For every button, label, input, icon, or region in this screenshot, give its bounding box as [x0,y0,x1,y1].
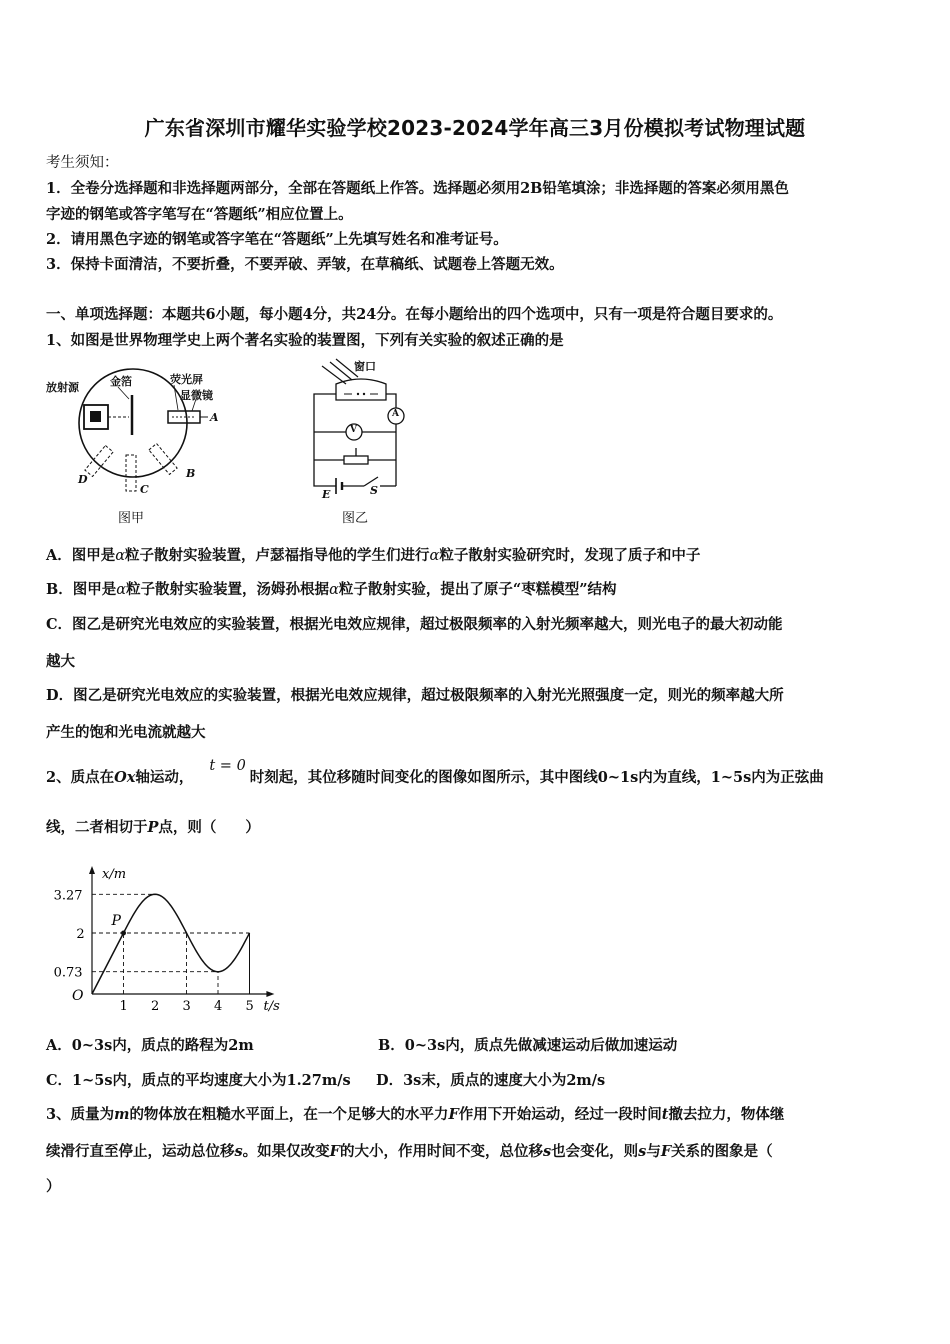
t-equals-zero: t = 0 [209,758,246,774]
q3-line1: 3、质量为m的物体放在粗糙水平面上，在一个足够大的水平力F作用下开始运动，经过一段时间t撤去拉力，物体继 [46,1106,785,1123]
y-tick-label-2: 2 [76,927,85,942]
source-core [90,411,101,422]
xt-chart-svg [46,843,296,1013]
label-foil: 金箔 [110,375,132,388]
xt-chart [46,843,296,1013]
point-p [121,931,126,936]
page-title: 广东省深圳市耀华实验学校2023-2024学年高三3月份模拟考试物理试题 [144,116,806,140]
q2-option-c: C．1~5s内，质点的平均速度大小为1.27m/s [46,1072,351,1089]
x-tick-label-2: 2 [151,999,160,1013]
notice-item-1-cont: 字迹的钢笔或答字笔写在“答题纸”相应位置上。 [46,206,353,223]
label-ammeter: A [392,409,399,419]
y-axis-label: x/m [102,867,127,882]
notice-item-1: 1．全卷分选择题和非选择题两部分，全部在答题纸上作答。选择题必须用2B铅笔填涂；非选择题的答案必须用黑色 [46,180,789,197]
q1-stem: 1、如图是世界物理学史上两个著名实验的装置图，下列有关实验的叙述正确的是 [46,332,564,349]
q1-option-c-line1: C．图乙是研究光电效应的实验装置，根据光电效应规律，超过极限频率的入射光频率越大，则光电子的最大初动能 [46,616,783,633]
q2-option-a: A．0~3s内，质点的路程为2m [46,1037,254,1054]
q2-stem-line2: 线，二者相切于P点，则（ ） [46,819,260,836]
q1-option-d-line1: D．图乙是研究光电效应的实验装置，根据光电效应规律，超过极限频率的入射光光照强度一定，则光的频率越大所 [46,687,784,704]
label-window: 窗口 [354,360,376,373]
label-switch: S [370,484,378,497]
wire-left [314,394,336,486]
y-axis-arrow [89,866,95,874]
q3-line3: ） [46,1178,61,1195]
q2-stem-line1: 2、质点在Ox轴运动，t = 0时刻起，其位移随时间变化的图像如图所示，其中图线0~1s内为直线，1~5s内为正弦曲 [46,758,824,786]
notice-heading: 考生须知： [46,155,119,171]
label-source: 放射源 [46,381,79,394]
label-pos-b: B [186,467,196,480]
x-tick-label-4: 4 [214,999,223,1013]
section-heading: 一、单项选择题：本题共6小题，每小题4分，共24分。在每小题给出的四个选项中，只有一项是符合题目要求的。 [46,306,783,323]
point-p-label: P [111,913,121,929]
label-pos-c: C [140,483,149,496]
series-linear [92,933,124,994]
q3-line2: 续滑行直至停止，运动总位移s。如果仅改变F的大小，作用时间不变，总位移s也会变化，则s与F关系的图象是（ [46,1143,773,1160]
label-voltmeter: V [350,425,357,435]
q1-option-b: B．图甲是α粒子散射实验装置，汤姆孙根据α粒子散射实验，提出了原子“枣糕模型”结构 [46,581,617,598]
notice-item-3: 3．保持卡面清洁，不要折叠，不要弄破、弄皱，在草稿纸、试题卷上答题无效。 [46,256,564,273]
q2-option-b: B．0~3s内，质点先做减速运动后做加速运动 [378,1037,678,1054]
figure-rutherford [46,365,236,525]
label-pos-a: A [210,411,219,424]
origin-label: O [72,988,84,1004]
x-tick-label-3: 3 [182,999,191,1013]
caption-fig-a: 图甲 [118,511,145,526]
label-pos-d: D [78,473,88,486]
x-tick-label-1: 1 [119,999,128,1013]
q1-option-c-line2: 越大 [46,653,75,670]
microscope-c [126,455,136,491]
rheostat [344,456,368,464]
label-microscope: 显微镜 [180,389,213,402]
y-tick-label-0-73: 0.73 [53,965,83,981]
notice-item-2: 2．请用黑色字迹的钢笔或答字笔在“答题纸”上先填写姓名和准考证号。 [46,231,508,248]
q1-option-d-line2: 产生的饱和光电流就越大 [46,724,206,741]
q1-option-a: A．图甲是α粒子散射实验装置，卢瑟福指导他的学生们进行α粒子散射实验研究时，发现了质子和中子 [46,547,701,564]
caption-fig-b: 图乙 [342,511,369,526]
figure-photoelectric [306,356,416,526]
x-axis-arrow [266,991,274,997]
label-screen: 荧光屏 [170,373,203,386]
y-tick-label-3-27: 3.27 [53,888,83,904]
x-axis-label: t/s [263,999,280,1013]
x-tick-label-5: 5 [245,999,254,1013]
q2-option-d: D．3s末，质点的速度大小为2m/s [376,1072,606,1089]
label-battery: E [322,488,331,501]
